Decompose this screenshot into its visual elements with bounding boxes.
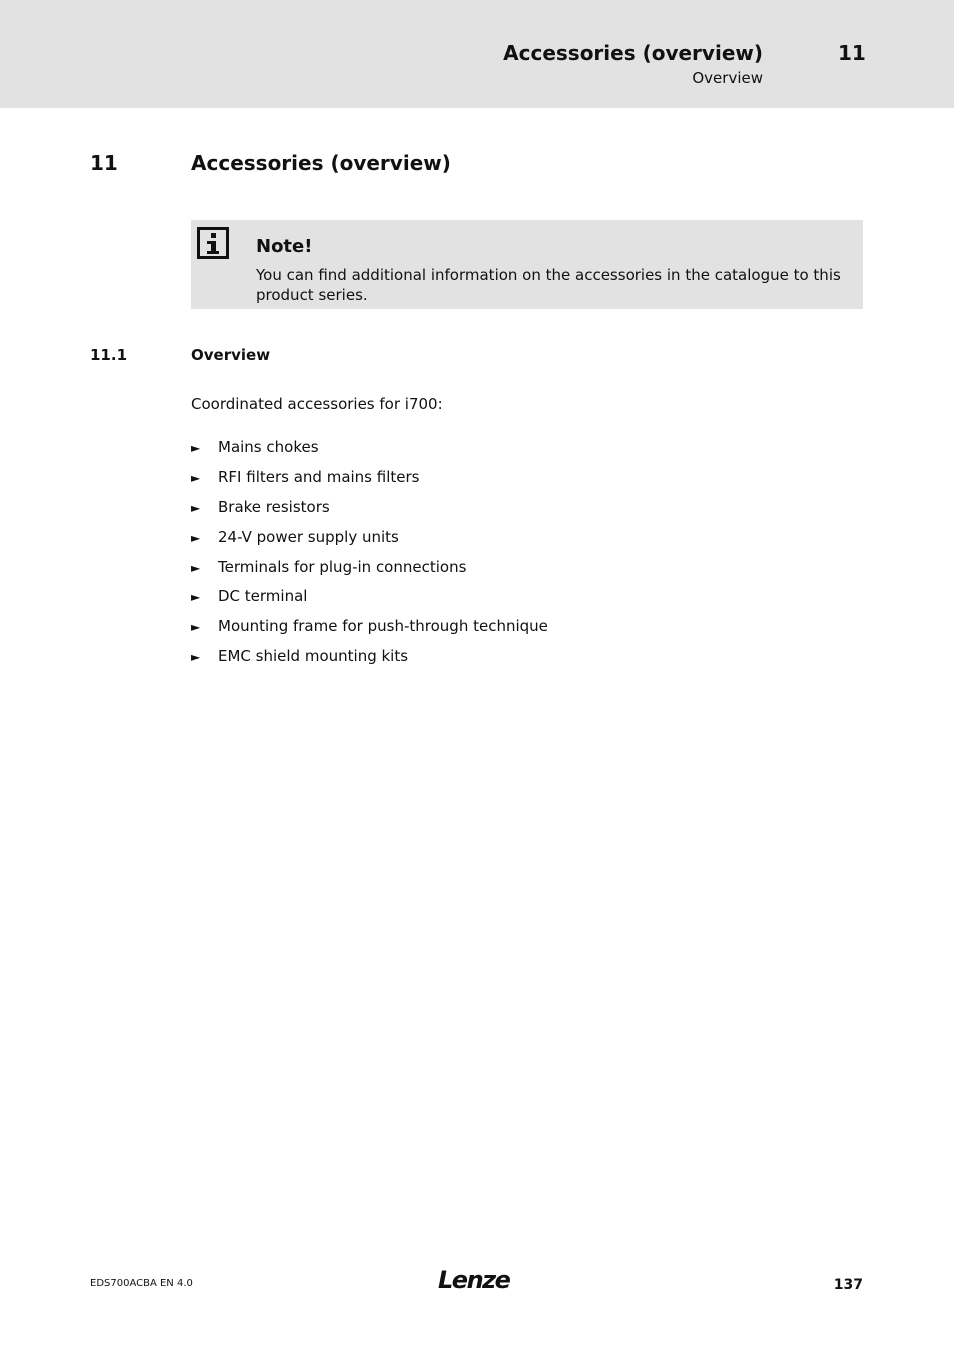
- list-item-label: Mains chokes: [218, 438, 319, 456]
- list-item-label: EMC shield mounting kits: [218, 647, 409, 666]
- list-item: [191, 526, 548, 556]
- list-item: [191, 645, 548, 675]
- page-header: [0, 0, 954, 108]
- bullet-arrow-icon: ►: [191, 620, 201, 635]
- list-item-label: DC terminal: [218, 587, 308, 606]
- intro-text: Coordinated accessories for i700:: [191, 395, 443, 413]
- header-title: Accessories (overview): [503, 41, 763, 65]
- bullet-arrow-icon: ►: [191, 500, 201, 515]
- note-title: Note!: [256, 236, 313, 257]
- bullet-arrow-icon: ►: [191, 590, 201, 605]
- note-box: [191, 220, 863, 309]
- section-number: 11: [90, 151, 118, 175]
- bullet-arrow-icon: ►: [191, 530, 201, 545]
- lenze-logo: Lenze: [438, 1266, 510, 1294]
- accessories-list: [191, 436, 548, 675]
- list-item: [191, 466, 548, 496]
- subsection-number: 11.1: [90, 346, 128, 364]
- note-text: You can find additional information on the accessories in the catalogue to this product series.: [256, 266, 841, 304]
- list-item-label: Mounting frame for push-through technique: [218, 617, 548, 636]
- list-item-label: 24-V power supply units: [218, 527, 399, 546]
- list-item-label: Brake resistors: [218, 497, 330, 516]
- bullet-arrow-icon: ►: [191, 441, 201, 455]
- list-item: [191, 585, 548, 615]
- list-item: [191, 496, 548, 526]
- footer-document-id: EDS700ACBA EN 4.0: [90, 1278, 193, 1289]
- list-item-label: Terminals for plug-in connections: [218, 557, 467, 576]
- info-icon: [197, 227, 229, 259]
- bullet-arrow-icon: ►: [191, 560, 201, 575]
- list-item-label: RFI filters and mains filters: [218, 467, 420, 486]
- header-chapter-number: 11: [838, 41, 866, 65]
- header-subtitle: Overview: [692, 69, 763, 87]
- list-item: [191, 436, 548, 466]
- bullet-arrow-icon: ►: [191, 650, 201, 665]
- page-number: 137: [833, 1277, 863, 1293]
- bullet-arrow-icon: ►: [191, 470, 201, 485]
- list-item: [191, 556, 548, 586]
- list-item: [191, 615, 548, 645]
- subsection-title: Overview: [191, 346, 271, 364]
- section-title: Accessories (overview): [191, 151, 451, 175]
